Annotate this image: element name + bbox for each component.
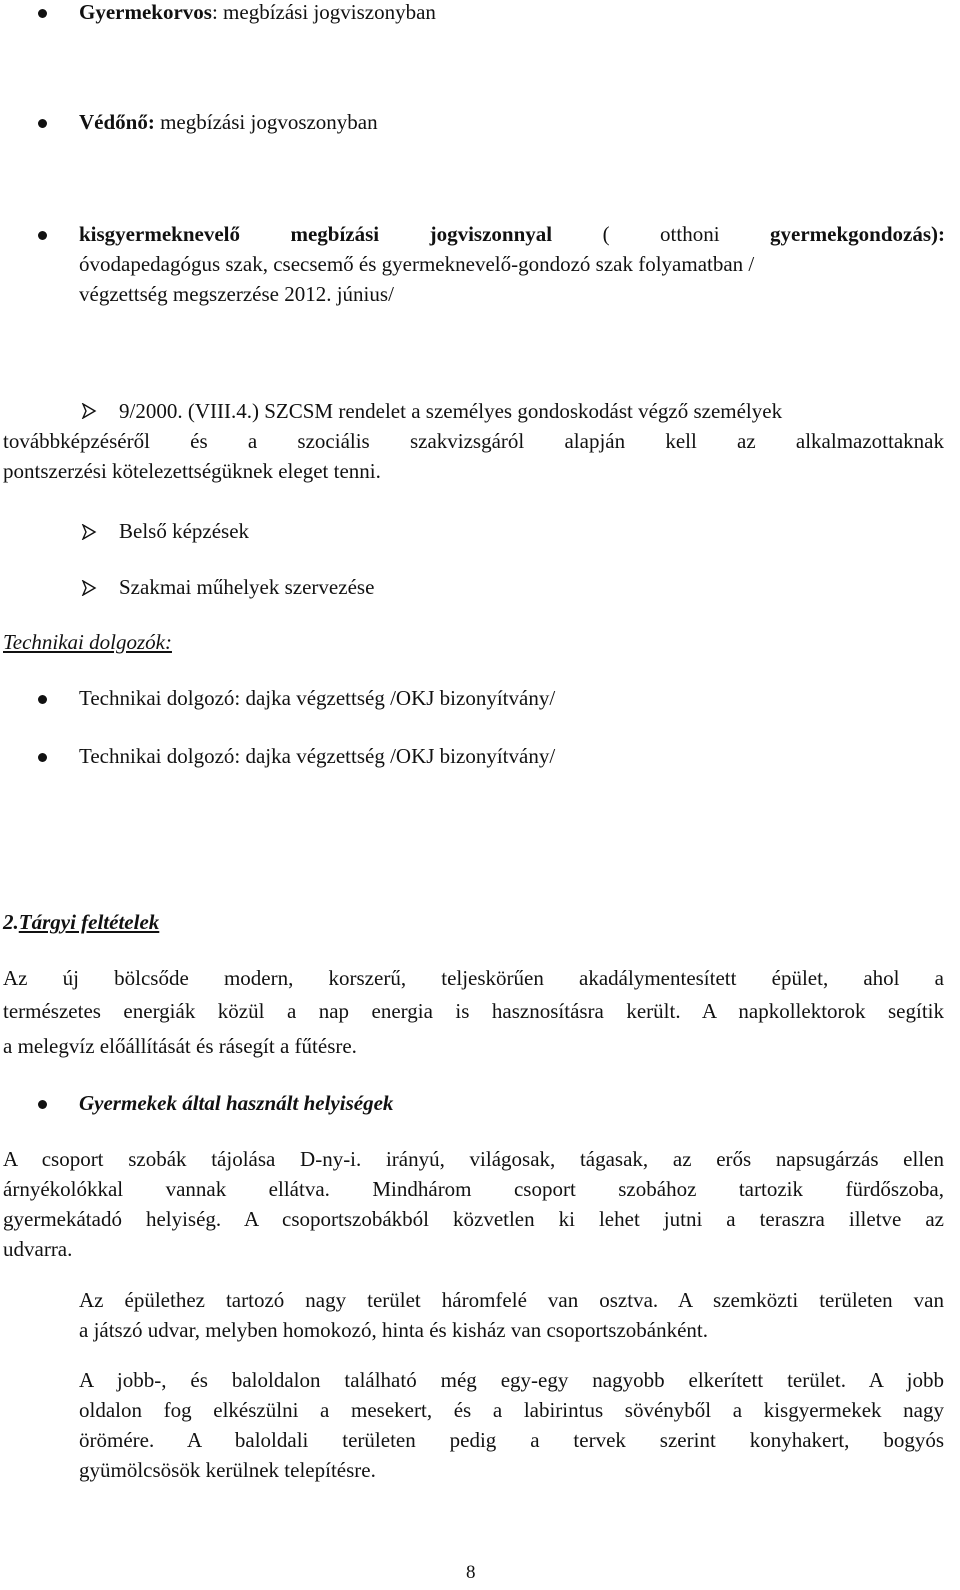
word: jogviszonnyal [429, 222, 553, 246]
word: kisgyermeknevelő [79, 222, 240, 246]
list-item-line: óvodapedagógus szak, csecsemő és gyermeknevelő-gondozó szak folyamatban / [79, 252, 755, 276]
paragraph-line: udvarra. [3, 1237, 73, 1261]
paragraph-line: természetes energiák közül a nap energia is hasznosításra került. A napkollektorok segítik [3, 999, 944, 1023]
paragraph-line: gyümölcsösök kerülnek telepítésre. [79, 1458, 376, 1482]
paragraph-line: a melegvíz előállítását és rásegít a fűtésre. [3, 1034, 357, 1058]
arrow-bullet-icon [81, 524, 97, 540]
subsection-heading: Gyermekek által használt helyiségek [79, 1091, 394, 1115]
section-heading [3, 907, 159, 937]
list-item: Technikai dolgozó: dajka végzettség /OKJ bizonyítvány/ [79, 744, 556, 768]
word: ( [602, 222, 610, 246]
paragraph-line: A jobb-, és baloldalon található még egy-egy nagyobb elkerített terület. A jobb [79, 1368, 944, 1392]
arrow-bullet-icon [81, 580, 97, 596]
paragraph-line: Az épülethez tartozó nagy terület háromfelé van osztva. A szemközti területen van [79, 1288, 944, 1312]
paragraph-line: Az új bölcsőde modern, korszerű, teljeskörűen akadálymentesített épület, ahol a [3, 966, 944, 990]
paragraph-line: 9/2000. (VIII.4.) SZCSM rendelet a személyes gondoskodást végző személyek [119, 399, 783, 423]
list-item [79, 0, 436, 27]
page-number: 8 [466, 1562, 476, 1583]
word: megbízási [290, 222, 380, 246]
list-item: Szakmai műhelyek szervezése [119, 575, 375, 599]
bullet-icon [38, 9, 47, 18]
bullet-icon [38, 753, 47, 762]
word: otthoni [660, 222, 720, 246]
list-item [79, 107, 378, 137]
list-item: Technikai dolgozó: dajka végzettség /OKJ bizonyítvány/ [79, 686, 556, 710]
paragraph-line: pontszerzési kötelezettségüknek eleget tenni. [3, 459, 381, 483]
list-item-first-line [79, 219, 945, 249]
role-label: Gyermekorvos [79, 0, 212, 24]
section-heading-text: Tárgyi feltételek [18, 910, 160, 934]
paragraph-line: továbbképzéséről és a szociális szakvizsgáról alapján kell az alkalmazottaknak [3, 429, 944, 453]
bullet-icon [38, 695, 47, 704]
bullet-icon [38, 119, 47, 128]
role-text: megbízási jogvoszonyban [154, 110, 378, 134]
paragraph-line: örömére. A baloldali területen pedig a tervek szerint konyhakert, bogyós [79, 1428, 944, 1452]
paragraph-line: A csoport szobák tájolása D-ny-i. irányú, világosak, tágasak, az erős napsugárzás ellen [3, 1147, 944, 1171]
role-label: Védőnő: [79, 110, 155, 134]
arrow-bullet-icon [81, 403, 97, 419]
word: gyermekgondozás): [770, 222, 945, 246]
section-number: 2. [3, 910, 19, 934]
paragraph-line: a játszó udvar, melyben homokozó, hinta és kisház van csoportszobánként. [79, 1318, 708, 1342]
list-item: Belső képzések [119, 519, 250, 543]
list-item-line: végzettség megszerzése 2012. június/ [79, 282, 394, 306]
paragraph-line: gyermekátadó helyiség. A csoportszobákból közvetlen ki lehet jutni a teraszra illetve az [3, 1207, 944, 1231]
role-text: : megbízási jogviszonyban [211, 0, 436, 24]
bullet-icon [38, 231, 47, 240]
paragraph-line: oldalon fog elkészülni a mesekert, és a labirintus sövényből a kisgyermekek nagy [79, 1398, 944, 1422]
section-title: Technikai dolgozók: [3, 630, 172, 654]
bullet-icon [38, 1100, 47, 1109]
paragraph-line: árnyékolókkal vannak ellátva. Mindhárom csoport szobához tartozik fürdőszoba, [3, 1177, 944, 1201]
